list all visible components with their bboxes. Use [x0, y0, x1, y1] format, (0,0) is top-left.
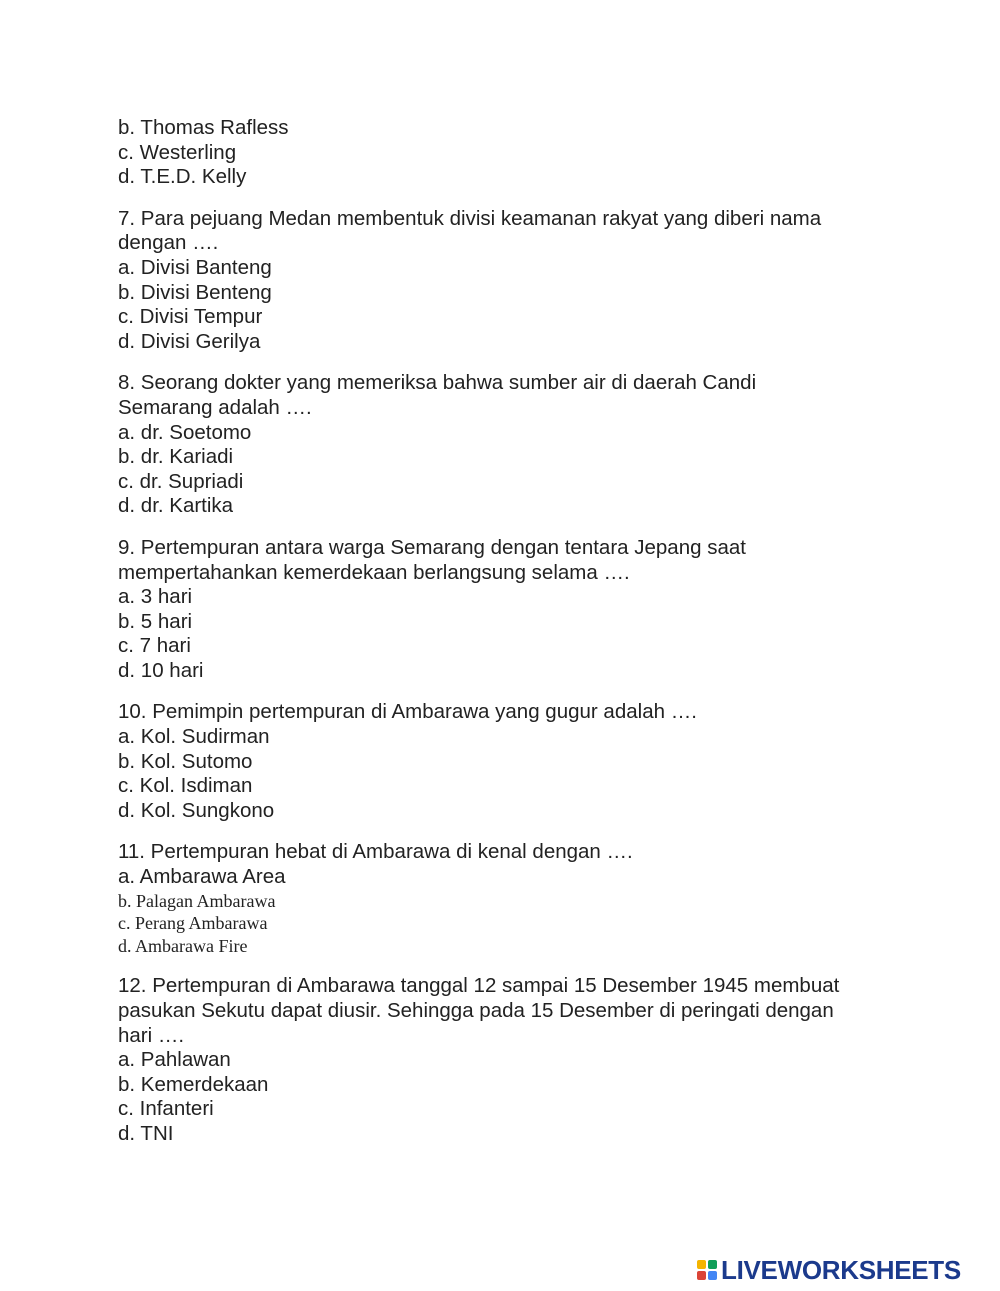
question-text: 7. Para pejuang Medan membentuk divisi keamanan rakyat yang diberi nama [118, 206, 822, 230]
option-d: d. Ambarawa Fire [118, 935, 248, 956]
option-c: c. Infanteri [118, 1097, 214, 1121]
logo-square [697, 1260, 706, 1269]
question-text: 11. Pertempuran hebat di Ambarawa di kenal dengan …. [118, 840, 633, 864]
question-text: 12. Pertempuran di Ambarawa tanggal 12 sampai 15 Desember 1945 membuat [118, 974, 840, 998]
option-b: b. dr. Kariadi [118, 445, 234, 469]
question-text: dengan …. [118, 231, 219, 255]
logo-square [708, 1260, 717, 1269]
option-a: a. 3 hari [118, 585, 193, 609]
question-text: Semarang adalah …. [118, 395, 312, 419]
question-text: 9. Pertempuran antara warga Semarang dengan tentara Jepang saat [118, 535, 746, 559]
option-line: c. Westerling [118, 140, 237, 164]
question-11 [118, 840, 898, 957]
question-text: 10. Pemimpin pertempuran di Ambarawa yang gugur adalah …. [118, 700, 697, 724]
option-b: b. Divisi Benteng [118, 280, 272, 304]
question-7 [118, 207, 898, 355]
option-d: d. 10 hari [118, 658, 204, 682]
option-a: a. Kol. Sudirman [118, 725, 270, 749]
option-d: d. dr. Kartika [118, 494, 234, 518]
question-8 [118, 371, 898, 519]
option-a: a. dr. Soetomo [118, 420, 252, 444]
option-c: c. 7 hari [118, 634, 191, 658]
option-line: b. Thomas Rafless [118, 116, 289, 139]
option-b: b. Kol. Sutomo [118, 749, 253, 773]
option-b: b. Palagan Ambarawa [118, 890, 276, 911]
option-d: d. TNI [118, 1121, 174, 1145]
previous-question-options [118, 116, 898, 190]
question-text: hari …. [118, 1023, 185, 1047]
worksheet-page [118, 116, 898, 1164]
option-c: c. Kol. Isdiman [118, 774, 253, 798]
option-c: c. Perang Ambarawa [118, 913, 268, 934]
option-line: d. T.E.D. Kelly [118, 165, 247, 189]
question-text: 8. Seorang dokter yang memeriksa bahwa sumber air di daerah Candi [118, 371, 757, 395]
option-a: a. Divisi Banteng [118, 255, 272, 279]
logo-square [697, 1271, 706, 1280]
logo-square [708, 1271, 717, 1280]
option-b: b. 5 hari [118, 609, 193, 633]
question-text: mempertahankan kemerdekaan berlangsung selama …. [118, 560, 630, 584]
option-d: d. Kol. Sungkono [118, 798, 275, 822]
option-a: a. Ambarawa Area [118, 865, 286, 889]
logo-text: LIVEWORKSHEETS [721, 1254, 961, 1285]
liveworksheets-logo [697, 1255, 961, 1285]
question-12 [118, 974, 898, 1146]
option-d: d. Divisi Gerilya [118, 329, 261, 353]
question-9 [118, 536, 898, 684]
logo-squares-icon [697, 1260, 717, 1280]
question-text: pasukan Sekutu dapat diusir. Sehingga pada 15 Desember di peringati dengan [118, 999, 834, 1022]
question-10 [118, 700, 898, 823]
option-b: b. Kemerdekaan [118, 1072, 269, 1096]
option-a: a. Pahlawan [118, 1048, 231, 1072]
option-c: c. Divisi Tempur [118, 305, 263, 329]
option-c: c. dr. Supriadi [118, 469, 244, 493]
